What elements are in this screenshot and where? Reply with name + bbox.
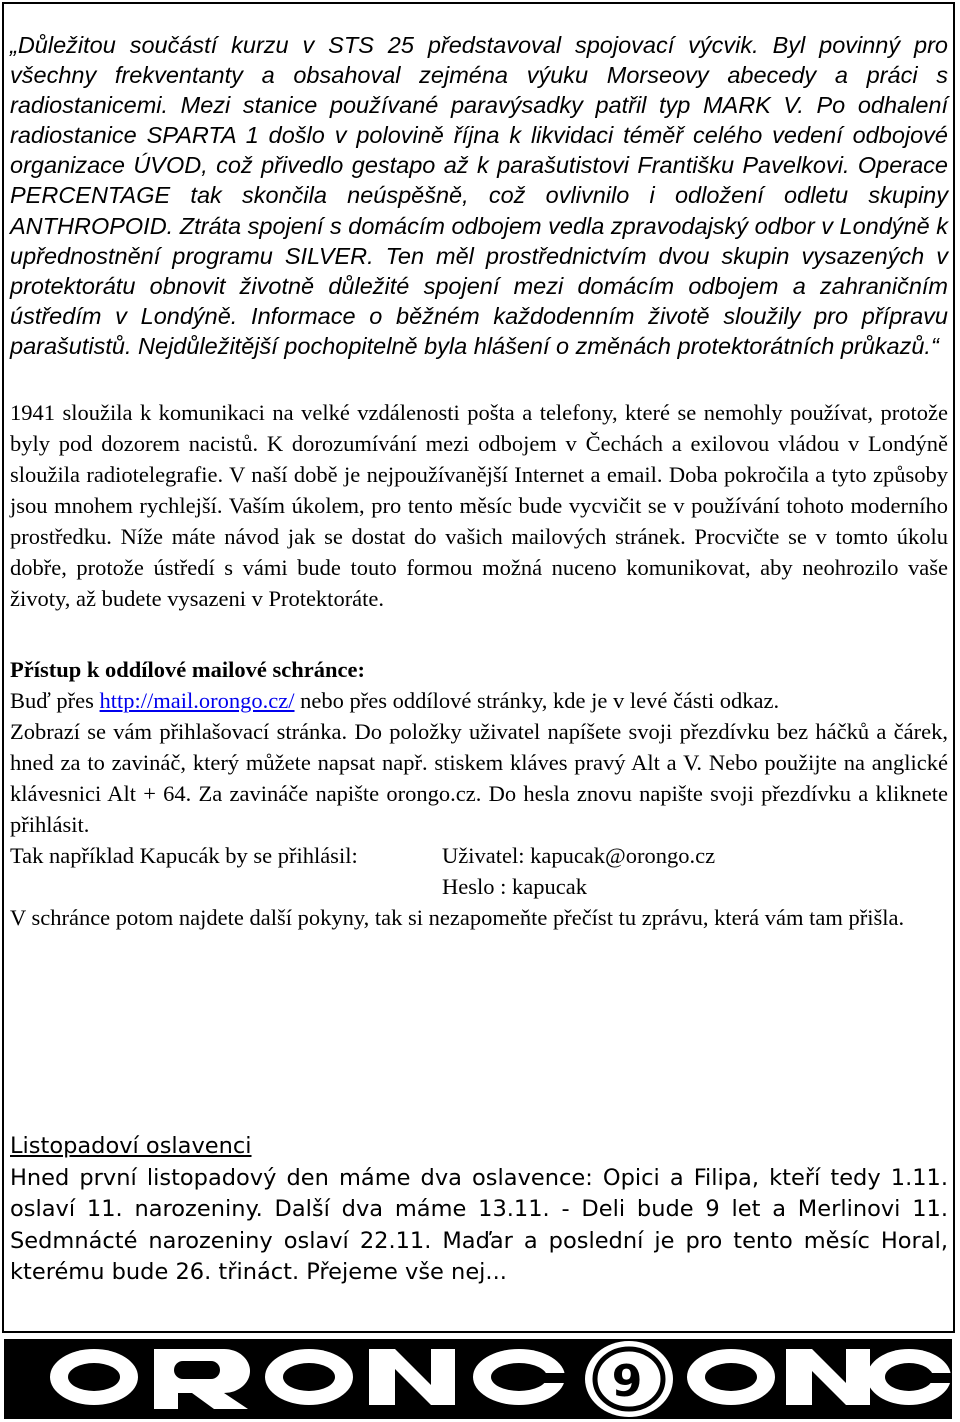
logo-letter-o2: [265, 1349, 353, 1405]
footer-logo-banner: [4, 1339, 952, 1419]
logo-letter-n2: [786, 1349, 870, 1405]
mail-closing: V schránce potom najdete další pokyny, tak si nezapomeňte přečíst tu zprávu, která vám tam přišla.: [10, 905, 905, 931]
historical-quote: „Důležitou součástí kurzu v STS 25 představoval spojovací výcvik. Byl povinný pro všechny frekventanty a obsahoval zejména výuku Morseovy abecedy a práci s radiostanicemi. Mezi stanice používané paravýsadky patřil typ MARK V. Po odhalení radiostanice SPARTA 1 došlo v polovině října k likvidaci téměř celého vedení odbojové organizace ÚVOD, což přivedlo gestapo až k parašutistovi Františku Pavelkovi. Operace PERCENTAGE tak skončila neúspěšně, což ovlivnilo i odložení odletu skupiny ANTHROPOID. Ztráta spojení s domácím odbojem vedla zpravodajský odbor v Londýně k upřednostnění programu SILVER. Ten měl prostřednictvím dvou skupin vysazených v protektorátu obnovit životně důležité spojení mezi domácím odbojem a zahraničním ústředím v Londýně. Informace o běžném každodenním životě sloužily pro přípravu parašutistů. Nejdůležitější pochopitelně byla hlášení o změnách protektorátních průkazů.“: [10, 32, 948, 359]
logo-letter-r: [154, 1349, 250, 1409]
login-example-row: [10, 840, 948, 871]
logo-letter-g: [473, 1349, 569, 1405]
birthday-section: [10, 1131, 948, 1289]
page-number: 9: [611, 1356, 643, 1407]
logo-letter-n: [369, 1349, 455, 1405]
logo-letter-o3: [687, 1349, 775, 1405]
logo-letter-o1: [50, 1349, 138, 1405]
mail-access-heading: Přístup k oddílové mailové schránce:: [10, 657, 365, 683]
login-example-label: Tak například Kapucák by se přihlásil:: [10, 843, 358, 869]
login-example-password: Heslo : kapucak: [442, 874, 587, 900]
mail-link[interactable]: http://mail.orongo.cz/: [99, 688, 295, 714]
mail-access-line: [10, 685, 948, 716]
mail-line-prefix: Buď přes: [10, 688, 100, 714]
mail-instructions: Zobrazí se vám přihlašovací stránka. Do položky uživatel napíšete svoji přezdívku bez háčků a čárek, hned za to zavináč, který můžete napsat např. stiskem kláves pravý Alt a V. Nebo použijte na anglické klávesnici Alt + 64. Za zavináče napište orongo.cz. Do hesla znovu napište svoji přezdívku a kliknete přihlásit.: [10, 719, 948, 838]
login-example-user: Uživatel: kapucak@orongo.cz: [442, 843, 716, 869]
orongo-logo: [4, 1339, 952, 1419]
intro-paragraph: 1941 sloužila k komunikaci na velké vzdálenosti pošta a telefony, které se nemohly používat, protože byly pod dozorem nacistů. K dorozumívání mezi odbojem v Čechách a exilovou vládou v Londýně sloužila radiotelegrafie. V naší době je nejpoužívanější Internet a email. Doba pokročila a tyto způsoby jsou mnohem rychlejší. Vaším úkolem, pro tento měsíc bude vycvičit se v používání tohoto moderního prostředku. Níže máte návod jak se dostat do vašich mailových stránek. Procvičte se v tomto úkolu dobře, protože ústředí s vámi bude touto formou možná nuceno komunikovat, aby neohrozilo vaše životy, až budete vysazeni v Protektoráte.: [10, 400, 948, 612]
main-content: [10, 30, 948, 933]
birthday-text: Hned první listopadový den máme dva oslavence: Opici a Filipa, kteří tedy 1.11. oslaví 11. narozeniny. Další dva máme 13.11. - Deli bude 9 let a Merlinovi 11. Sedmnácté narozeniny oslaví 22.11. Maďar a poslední je pro tento měsíc Horal, kterému bude 26. třináct. Přejeme vše nej...: [10, 1164, 948, 1285]
mail-line-suffix: nebo přes oddílové stránky, kde je v levé části odkaz.: [294, 688, 780, 714]
logo-letter-g2: [867, 1349, 952, 1405]
birthday-title: Listopadoví oslavenci: [10, 1133, 252, 1159]
